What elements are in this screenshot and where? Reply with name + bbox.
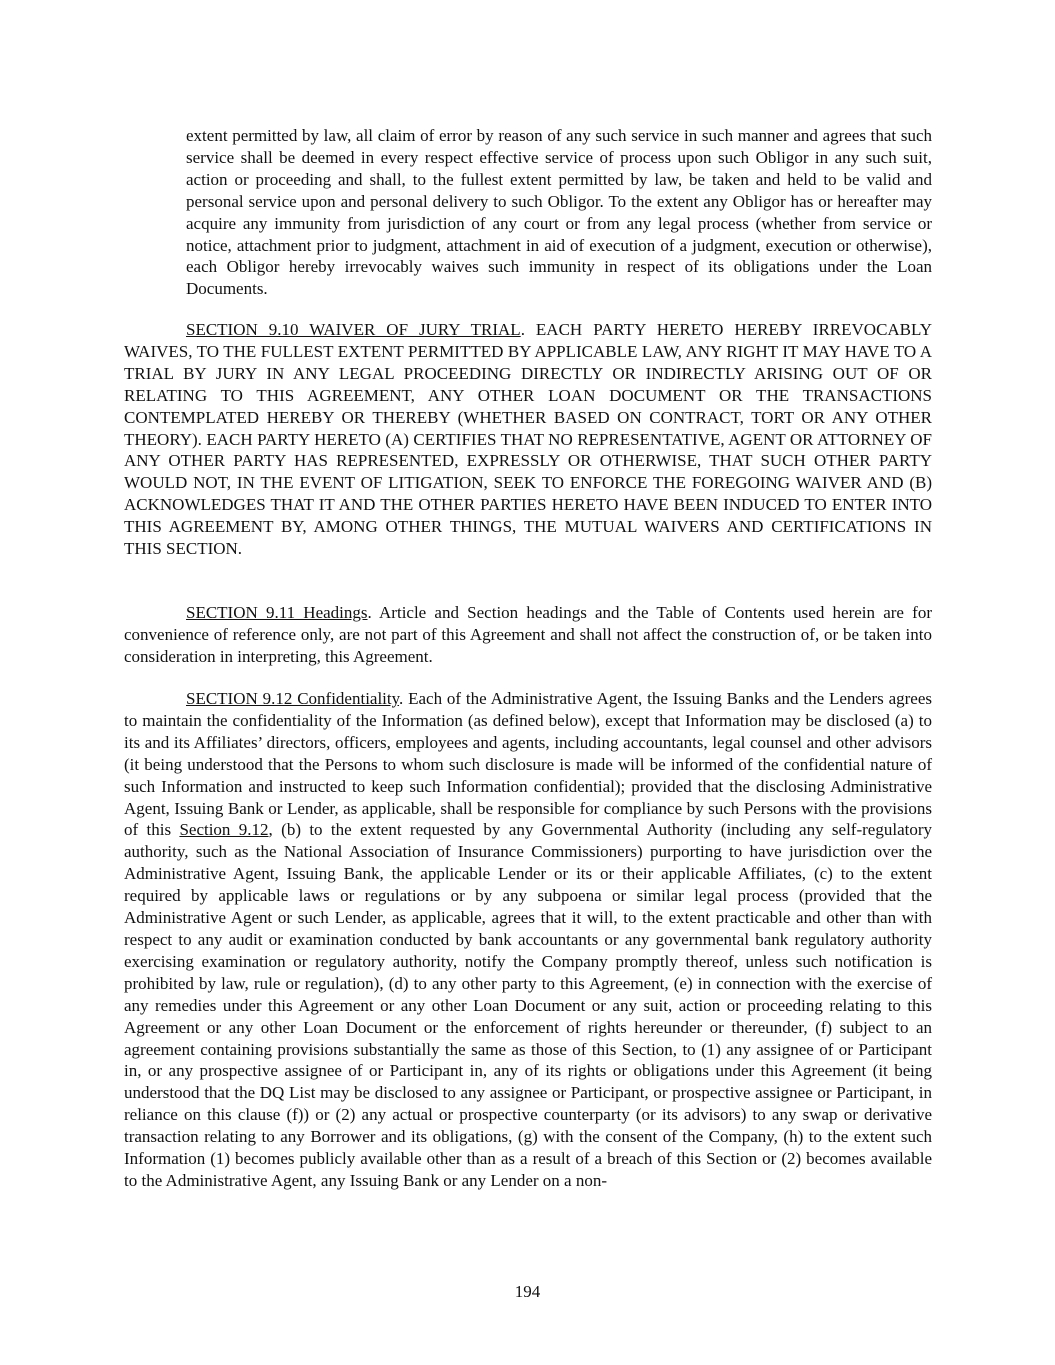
continuation-paragraph: [186, 125, 932, 300]
section-9-12-body-part-2: , (b) to the extent requested by any Governmental Authority (including any self-regulatory authority, such as the National Association of Insurance Commissioners) purporting to have jurisdiction over the Administrative Agent, Issuing Bank, the applicable Lender or its or their applicable Affiliates, (c) to the extent required by applicable laws or regulations or by any subpoena or similar legal process (provided that the Administrative Agent or such Lender, as applicable, agrees that it will, to the extent practicable and other than with respect to any audit or examination conducted by bank accountants or any governmental bank regulatory authority exercising examination or regulatory authority, notify the Company promptly thereof, unless such notification is prohibited by law, rule or regulation), (d) to any other party to this Agreement, (e) in connection with the exercise of any remedies under this Agreement or any other Loan Document or any suit, action or proceeding relating to this Agreement or any other Loan Document or the enforcement of rights hereunder or thereunder, (f) subject to an agreement containing provisions substantially the same as those of this Section, to (1) any assignee of or Participant in, or any prospective assignee of or Participant in, any of its rights or obligations under this Agreement (it being understood that the DQ List may be disclosed to any assignee or Participant, or prospective assignee or Participant, in reliance on this clause (f)) or (2) any actual or prospective counterparty (or its advisors) to any swap or derivative transaction relating to any Borrower and its obligations, (g) with the consent of the Company, (h) to the extent such Information (1) becomes publicly available other than as a result of a breach of this Section or (2) becomes available to the Administrative Agent, any Issuing Bank or any Lender on a non-: [124, 820, 932, 1190]
section-9-11-paragraph: [124, 602, 932, 668]
section-9-10-paragraph: [124, 319, 932, 560]
section-9-12-body-part-1: . Each of the Administrative Agent, the Issuing Banks and the Lenders agrees to maintain the confidentiality of the Information (as defined below), except that Information may be disclosed (a) to its and its Affiliates’ directors, officers, employees and agents, including accountants, legal counsel and other advisors (it being understood that the Persons to whom such disclosure is made will be informed of the confidential nature of such Information and instructed to keep such Information confidential); provided that the disclosing Administrative Agent, Issuing Bank or Lender, as applicable, shall be responsible for compliance by such Persons with the provisions of this: [124, 689, 932, 840]
section-9-12-heading: SECTION 9.12 Confidentiality: [186, 689, 400, 708]
section-9-12-paragraph: [124, 688, 932, 1192]
section-9-11-heading: SECTION 9.11 Headings: [186, 603, 368, 622]
section-9-10-heading: SECTION 9.10 WAIVER OF JURY TRIAL: [186, 320, 521, 339]
section-9-10-body: . EACH PARTY HERETO HEREBY IRREVOCABLY WAIVES, TO THE FULLEST EXTENT PERMITTED BY APPLICABLE LAW, ANY RIGHT IT MAY HAVE TO A TRIAL BY JURY IN ANY LEGAL PROCEEDING DIRECTLY OR INDIRECTLY ARISING OUT OF OR RELATING TO THIS AGREEMENT, ANY OTHER LOAN DOCUMENT OR THE TRANSACTIONS CONTEMPLATED HEREBY OR THEREBY (WHETHER BASED ON CONTRACT, TORT OR ANY OTHER THEORY). EACH PARTY HERETO (A) CERTIFIES THAT NO REPRESENTATIVE, AGENT OR ATTORNEY OF ANY OTHER PARTY HAS REPRESENTED, EXPRESSLY OR OTHERWISE, THAT SUCH OTHER PARTY WOULD NOT, IN THE EVENT OF LITIGATION, SEEK TO ENFORCE THE FOREGOING WAIVER AND (B) ACKNOWLEDGES THAT IT AND THE OTHER PARTIES HERETO HAVE BEEN INDUCED TO ENTER INTO THIS AGREEMENT BY, AMONG OTHER THINGS, THE MUTUAL WAIVERS AND CERTIFICATIONS IN THIS SECTION.: [124, 320, 932, 559]
section-9-11-body: . Article and Section headings and the Table of Contents used herein are for convenience of reference only, are not part of this Agreement and shall not affect the construction of, or be taken into consideration in interpreting, this Agreement.: [124, 603, 932, 666]
page-number: 194: [514, 1282, 541, 1301]
section-9-12-cross-reference: Section 9.12: [179, 820, 269, 840]
continuation-text: extent permitted by law, all claim of error by reason of any such service in such manner and agrees that such service shall be deemed in every respect effective service of process upon such Obligor in any such suit, action or proceeding and shall, to the fullest extent permitted by law, be taken and held to be valid and personal service upon and personal delivery to such Obligor. To the extent any Obligor has or hereafter may acquire any immunity from jurisdiction of any court or from any legal process (whether from service or notice, attachment prior to judgment, attachment in aid of execution of a judgment, execution or otherwise), each Obligor hereby irrevocably waives such immunity in respect of its obligations under the Loan Documents.: [186, 126, 932, 299]
